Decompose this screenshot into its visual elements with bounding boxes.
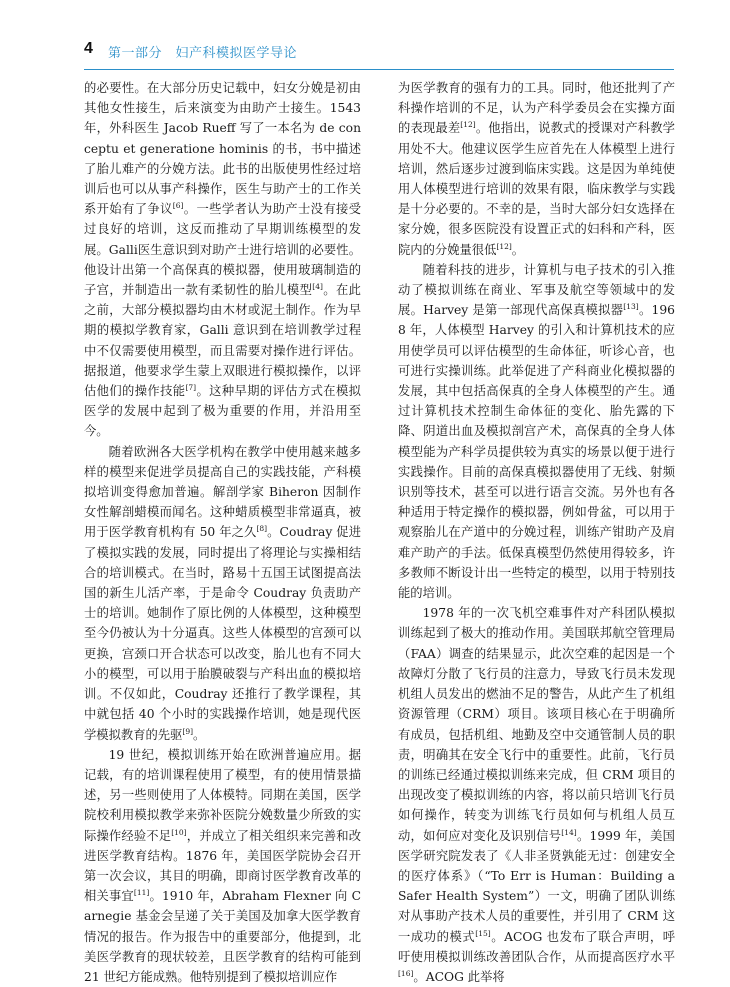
- page-number: 4: [84, 40, 93, 57]
- paragraph: 随着欧洲各大医学机构在教学中使用越来越多样的模型来促进学员提高自己的实践技能，产科模拟培训变得愈加普遍。解剖学家 Biheron 因制作女性解剖蜡模而闻名。这种蜡质模型非常逼真，被用于医学教育机构有 50 年之久[8]。Coudray 促进了模拟实践的发展，同时提出了将理论与实操相结合的培训模式。在当时，路易十五国王试图提高法国的新生儿活产率，于是命令 Coudray 负责助产士的培训。她制作了原比例的人体模型，这种模型至今仍被认为十分逼真。这些人体模型的宫颈可以更换，宫颈口开合状态可以改变，胎儿也有不同大小的模型，可以用于胎膜破裂与产科出血的模拟培训。不仅如此，Coudray 还推行了教学课程，其中就包括 40 个小时的实践操作培训，她是现代医学模拟教育的先驱[9]。: [84, 444, 362, 742]
- citation-ref: [15]: [475, 928, 491, 938]
- page-header: [84, 40, 674, 68]
- citation-ref: [14]: [561, 827, 577, 837]
- citation-ref: [13]: [623, 302, 639, 312]
- citation-ref: [11]: [133, 888, 150, 898]
- paragraph: 为医学教育的强有力的工具。同时，他还批判了产科操作培训的不足，认为产科学委员会在实操方面的表现最差[12]。他指出，说教式的授课对产科教学用处不大。他建议医学生应首先在人体模型上进行培训，然后逐步过渡到临床实践。这是因为单纯使用人体模型进行培训的效果有限，临床教学与实践是十分必要的。不幸的是，当时大部分妇女选择在家分娩，很多医院没有设置正式的妇科和产科，医院内的分娩量很低[12]。: [398, 81, 675, 257]
- citation-ref: [10]: [171, 827, 187, 837]
- header-rule: [84, 69, 674, 70]
- citation-ref: [9]: [182, 726, 194, 736]
- paragraph: 随着科技的进步，计算机与电子技术的引入推动了模拟训练在商业、军事及航空等领域中的发展。Harvey 是第一部现代高保真模拟器[13]。1968 年，人体模型 Harvey 的引入和计算机技术的应用使学员可以评估模型的生命体征，听诊心音，也可进行实操训练。此举促进了产科商业化模拟器的发展，其中包括高保真的全身人体模型的产生。通过计算机技术控制生命体征的变化、胎先露的下降、阴道出血及模拟剖宫产术，高保真的全身人体模型能为产科学员提供较为真实的场景以便于进行实践操作。目前的高保真模拟器使用了无线、射频识别等技术，甚至可以进行语言交流。另外也有各种适用于特定操作的模拟器，例如骨盆，可以用于观察胎儿在产道中的分娩过程，训练产钳助产及肩难产助产的手法。低保真模型仍然使用得较多，许多教师不断设计出一些特定的模型，以用于特别技能的培训。: [398, 262, 675, 601]
- right-column: [398, 78, 675, 984]
- citation-ref: [16]: [398, 968, 414, 978]
- citation-ref: [12]: [496, 241, 512, 251]
- left-column: [84, 78, 362, 984]
- citation-ref: [8]: [256, 524, 268, 534]
- citation-ref: [4]: [312, 281, 323, 291]
- citation-ref: [12]: [460, 120, 476, 130]
- paragraph: 1978 年的一次飞机空难事件对产科团队模拟训练起到了极大的推动作用。美国联邦航空管理局（FAA）调查的结果显示，此次空难的起因是一个故障灯分散了飞行员的注意力，导致飞行员未发现机组人员发出的燃油不足的警告，从此产生了机组资源管理（CRM）项目。该项目核心在于明确所有成员，包括机组、地勤及空中交通管制人员的职责，明确其在安全飞行中的重要性。此前，飞行员的训练已经通过模拟训练来完成，但 CRM 项目的出现改变了模拟训练的内容，将以前只培训飞行员如何操作，转变为训练飞行员如何与机组人员互动，如何应对变化及识别信号[14]。1999 年，美国医学研究院发表了《人非圣贤孰能无过：创建安全的医疗体系》（“To Err is Human：Building a Safer Health System”）一文，明确了团队训练对从事助产技术人员的重要性，并引用了 CRM 这一成功的模式[15]。ACOG 也发布了联合声明，呼吁使用模拟训练改善团队合作，从而提高医疗水平[16]。ACOG 此举将: [398, 606, 675, 984]
- citation-ref: [6]: [172, 201, 184, 211]
- paragraph: 的必要性。在大部分历史记载中，妇女分娩是初由其他女性接生，后来演变为由助产士接生。1543年，外科医生 Jacob Rueff 写了一本名为 de conceptu et generatione hominis 的书，书中描述了胎儿难产的分娩方法。此书的出版使男性经过培训后也可以从事产科操作，医生与助产士的工作关系开始有了争议[6]。一些学者认为助产士没有接受过良好的培训，这反而推动了早期训练模型的发展。Galli医生意识到对助产士进行培训的必要性。他设计出第一个高保真的模拟器，使用玻璃制造的子宫，并制造出一款有柔韧性的胎儿模型[4]。在此之前，大部分模拟器均由木材或泥土制作。作为早期的模拟学教育家，Galli 意识到在培训教学过程中不仅需要使用模型，而且需要对操作进行评估。据报道，他要求学生蒙上双眼进行模拟操作，以评估他们的操作技能[7]。这种早期的评估方式在模拟医学的发展中起到了极为重要的作用，并沿用至今。: [84, 81, 361, 439]
- running-title: 第一部分 妇产科模拟医学导论: [108, 46, 298, 61]
- citation-ref: [7]: [185, 382, 197, 392]
- paragraph: 19 世纪，模拟训练开始在欧洲普遍应用。据记载，有的培训课程使用了模型，有的使用情景描述，另一些则使用了人体模特。同期在美国，医学院校利用模拟教学来弥补医院分娩数量少所致的实际操作经验不足[10]，并成立了相关组织来完善和改进医学教育结构。1876 年，美国医学院协会召开第一次会议，其目的明确，即商讨医学教育改革的相关事宜[11]。1910 年，Abraham Flexner 向 Carnegie 基金会呈递了关于美国及加拿大医学教育情况的报告。作为报告中的重要部分，他提到，北美医学教育的现状较差，且医学教育的结构可能到 21 世纪方能成熟。他特别提到了模拟培训应作: [84, 747, 361, 984]
